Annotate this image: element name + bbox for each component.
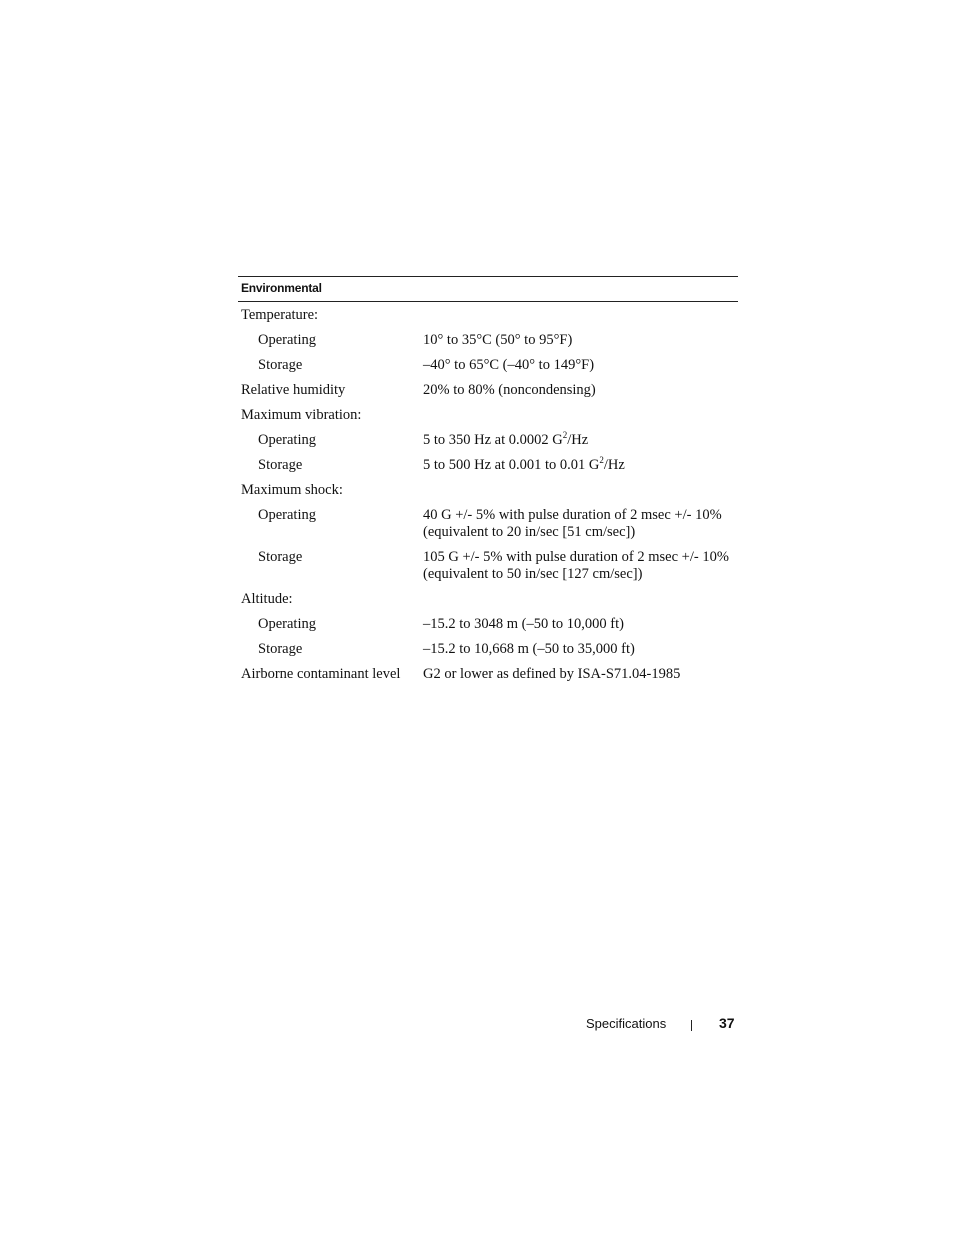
value-text: 5 to 500 Hz at 0.001 to 0.01 G: [423, 457, 600, 473]
value-text: 5 to 350 Hz at 0.0002 G: [423, 432, 563, 448]
table-row: [238, 662, 738, 687]
row-value: –15.2 to 10,668 m (–50 to 35,000 ft): [423, 641, 635, 657]
row-label: Storage: [258, 641, 303, 657]
value-line: (equivalent to 20 in/sec [51 cm/sec]): [423, 524, 636, 540]
row-value: [420, 507, 738, 541]
row-value: –15.2 to 3048 m (–50 to 10,000 ft): [423, 616, 624, 632]
table-row: [238, 478, 738, 503]
row-value: [420, 407, 738, 424]
value-unit: /Hz: [603, 457, 625, 473]
environmental-spec-table: [238, 276, 738, 687]
row-value: [420, 591, 738, 608]
row-value: –40° to 65°C (–40° to 149°F): [423, 357, 595, 373]
table-row: [238, 612, 738, 637]
table-row: [238, 353, 738, 378]
table-row: [238, 378, 738, 403]
row-label: Altitude:: [241, 591, 293, 607]
table-row: [238, 453, 738, 478]
row-value: G2 or lower as defined by ISA-S71.04-1985: [423, 666, 681, 682]
value-line: (equivalent to 50 in/sec [127 cm/sec]): [423, 566, 643, 582]
table-section-title: Environmental: [238, 277, 738, 302]
table-row: [238, 303, 738, 328]
row-label: Temperature:: [241, 307, 319, 323]
row-label: Operating: [258, 507, 316, 523]
table-row: [238, 637, 738, 662]
spec-rows: [238, 302, 738, 687]
footer-divider: [691, 1020, 692, 1031]
row-value: [420, 457, 738, 474]
row-value: [420, 549, 738, 583]
row-label: Operating: [258, 332, 316, 348]
footer-section-name: Specifications: [586, 1016, 667, 1031]
row-value: [420, 482, 738, 499]
row-label: Airborne contaminant level: [241, 666, 401, 682]
row-label: Storage: [258, 357, 303, 373]
row-value: 10° to 35°C (50° to 95°F): [423, 332, 573, 348]
table-row: [238, 587, 738, 612]
table-row: [238, 428, 738, 453]
value-line: 105 G +/- 5% with pulse duration of 2 msec +/- 10%: [423, 549, 729, 565]
row-label: Maximum shock:: [241, 482, 343, 498]
row-value: 20% to 80% (noncondensing): [423, 382, 596, 398]
row-value: [420, 307, 738, 324]
superscript: 2: [599, 455, 604, 465]
table-row: [238, 403, 738, 428]
value-line: 40 G +/- 5% with pulse duration of 2 msec +/- 10%: [423, 507, 722, 523]
table-row: [238, 328, 738, 353]
row-value: [420, 432, 738, 449]
table-row: [238, 503, 738, 545]
row-label: Operating: [258, 616, 316, 632]
row-label: Storage: [258, 457, 303, 473]
row-label: Operating: [258, 432, 316, 448]
row-label: Relative humidity: [241, 382, 346, 398]
table-row: [238, 545, 738, 587]
value-unit: /Hz: [567, 432, 589, 448]
row-label: Storage: [258, 549, 303, 565]
page-number: 37: [719, 1015, 735, 1031]
page-footer: [586, 1015, 736, 1035]
superscript: 2: [562, 430, 568, 440]
row-label: Maximum vibration:: [241, 407, 362, 423]
